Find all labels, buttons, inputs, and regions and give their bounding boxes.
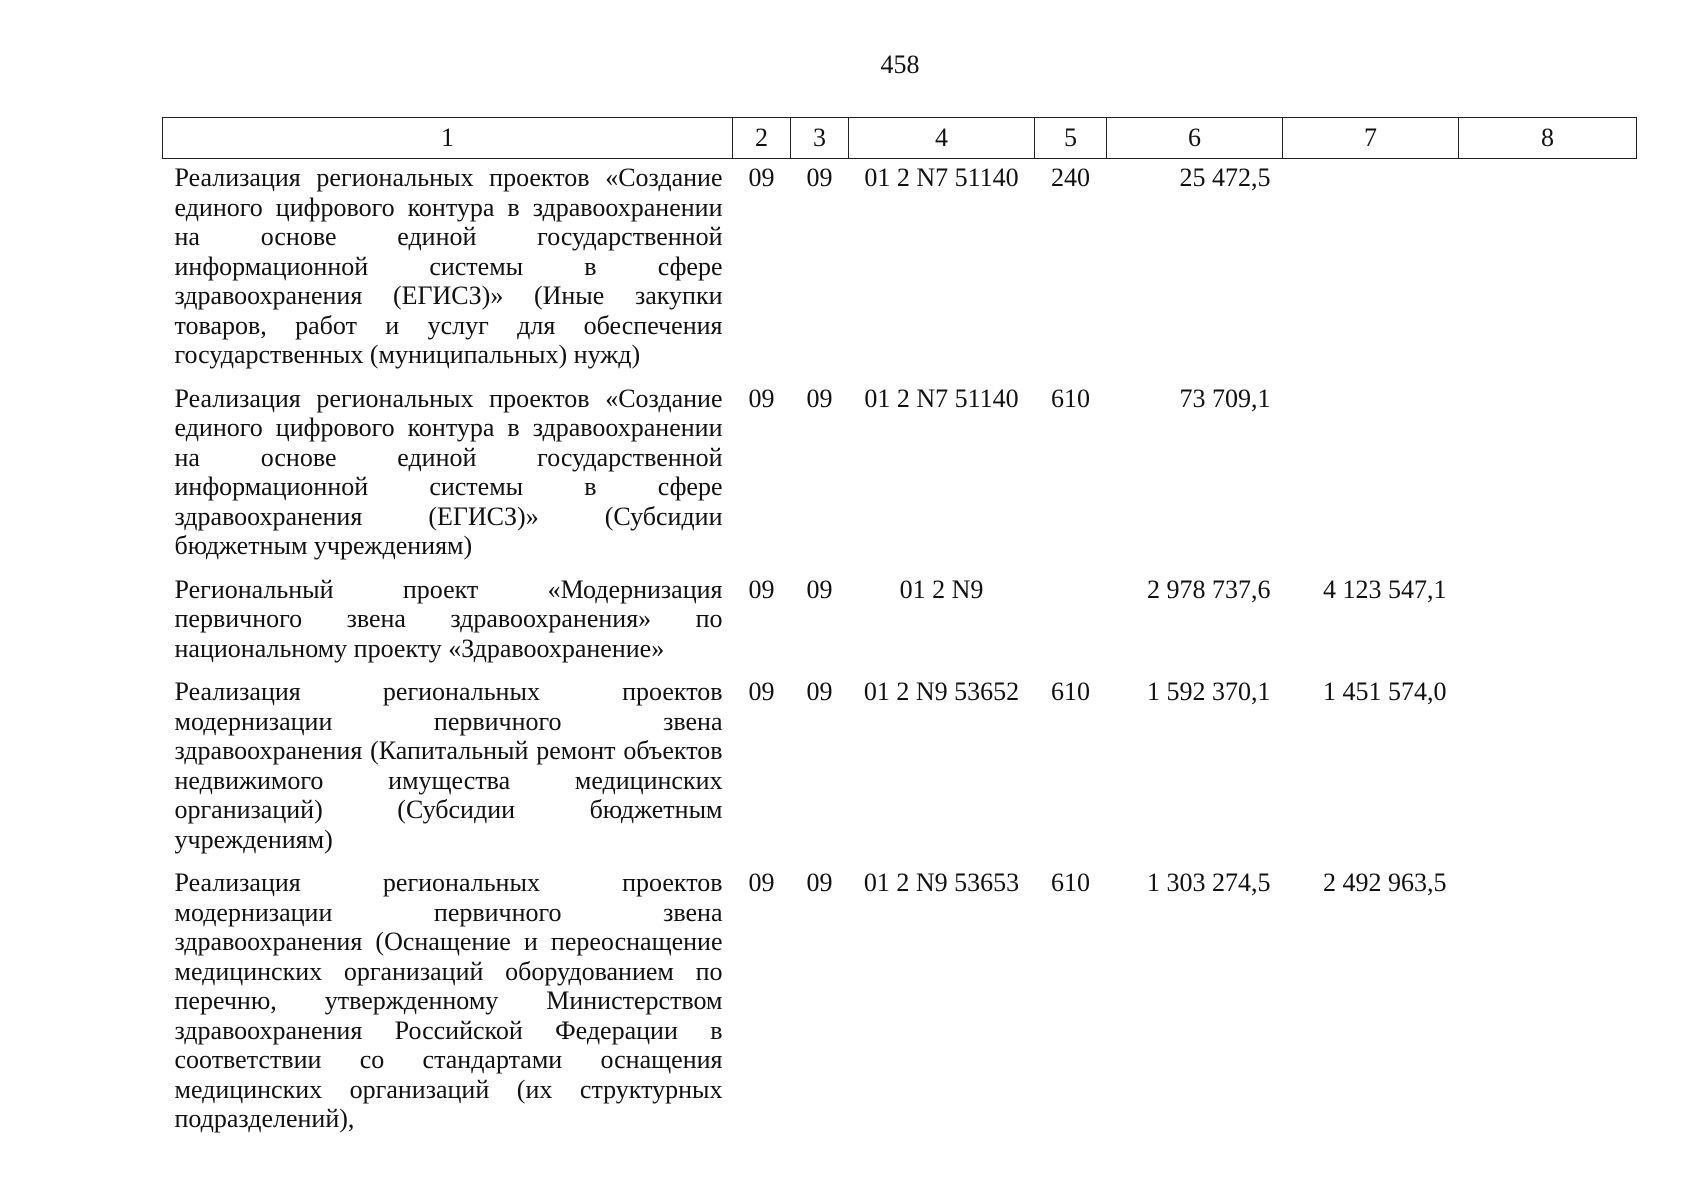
column-header-3: 3 — [791, 118, 849, 159]
row-amount-col7: 1 451 574,0 — [1323, 677, 1447, 706]
row-amount-col8 — [1459, 380, 1637, 571]
budget-table — [162, 117, 1637, 1144]
row-amount-col6: 25 472,5 — [1179, 163, 1271, 192]
row-name: Региональный проект «Модернизация первичного звена здравоохранения» по национальному проекту «Здравоохранение» — [174, 574, 723, 663]
table-header-row — [163, 118, 1637, 159]
row-target-article: 01 2 N7 51140 — [864, 163, 1019, 192]
row-subsection: 09 — [806, 383, 833, 413]
row-amount-col8 — [1459, 673, 1637, 864]
column-header-6: 6 — [1107, 118, 1283, 159]
row-target-article: 01 2 N9 53652 — [863, 677, 1020, 706]
column-header-5: 5 — [1035, 118, 1107, 159]
row-name: Реализация региональных проектов «Создание единого цифрового контура в здравоохранении на основе единой государственной информационной системы в сфере здравоохранения (ЕГИСЗ)» (Иные закупки товаров, работ и услуг для обеспечения государственных (муниципальных) нужд) — [174, 163, 723, 369]
row-name: Реализация региональных проектов модернизации первичного звена здравоохранения (Капитальный ремонт объектов недвижимого имущества медицинских организаций) (Субсидии бюджетным учреждениям) — [174, 677, 723, 854]
table-row — [163, 864, 1637, 1144]
row-amount-col8 — [1459, 159, 1637, 380]
table-row — [163, 673, 1637, 864]
page-number: 458 — [880, 50, 920, 79]
table-row — [163, 571, 1637, 674]
row-name: Реализация региональных проектов модернизации первичного звена здравоохранения (Оснащение и переоснащение медицинских организаций оборудованием по перечню, утвержденному Министерством здравоохранения Российской Федерации в соответствии со стандартами оснащения медицинских организаций (их структурных подразделений), — [174, 868, 723, 1133]
row-amount-col6: 73 709,1 — [1179, 383, 1271, 413]
column-header-2: 2 — [733, 118, 791, 159]
row-name: Реализация региональных проектов «Создание единого цифрового контура в здравоохранении на основе единой государственной информационной системы в сфере здравоохранения (ЕГИСЗ)» (Субсидии бюджетным учреждениям) — [174, 383, 723, 560]
row-amount-col7: 4 123 547,1 — [1323, 574, 1447, 604]
column-header-1: 1 — [163, 118, 733, 159]
row-section: 09 — [748, 574, 775, 604]
row-expense-type: 240 — [1051, 163, 1090, 192]
row-expense-type: 610 — [1051, 868, 1090, 897]
row-amount-col8 — [1459, 864, 1637, 1144]
column-header-8: 8 — [1459, 118, 1637, 159]
row-amount-col7: 2 492 963,5 — [1323, 868, 1447, 897]
row-section: 09 — [748, 677, 775, 706]
row-subsection: 09 — [806, 574, 833, 604]
row-amount-col6: 1 303 274,5 — [1147, 868, 1271, 897]
row-amount-col8 — [1459, 571, 1637, 674]
row-amount-col7 — [1283, 380, 1459, 571]
row-expense-type: 610 — [1051, 383, 1090, 413]
row-subsection: 09 — [806, 868, 833, 897]
row-target-article: 01 2 N9 — [899, 574, 984, 604]
row-section: 09 — [748, 163, 775, 192]
table-row — [163, 159, 1637, 380]
table-row — [163, 380, 1637, 571]
row-subsection: 09 — [806, 677, 833, 706]
row-section: 09 — [748, 383, 775, 413]
row-amount-col6: 1 592 370,1 — [1147, 677, 1271, 706]
column-header-7: 7 — [1283, 118, 1459, 159]
row-target-article: 01 2 N7 51140 — [864, 383, 1019, 413]
row-subsection: 09 — [806, 163, 833, 192]
row-expense-type: 610 — [1051, 677, 1090, 706]
row-amount-col7 — [1283, 159, 1459, 380]
row-amount-col6: 2 978 737,6 — [1147, 574, 1271, 604]
row-expense-type — [1035, 571, 1107, 674]
row-target-article: 01 2 N9 53653 — [863, 868, 1020, 897]
row-section: 09 — [748, 868, 775, 897]
column-header-4: 4 — [849, 118, 1035, 159]
